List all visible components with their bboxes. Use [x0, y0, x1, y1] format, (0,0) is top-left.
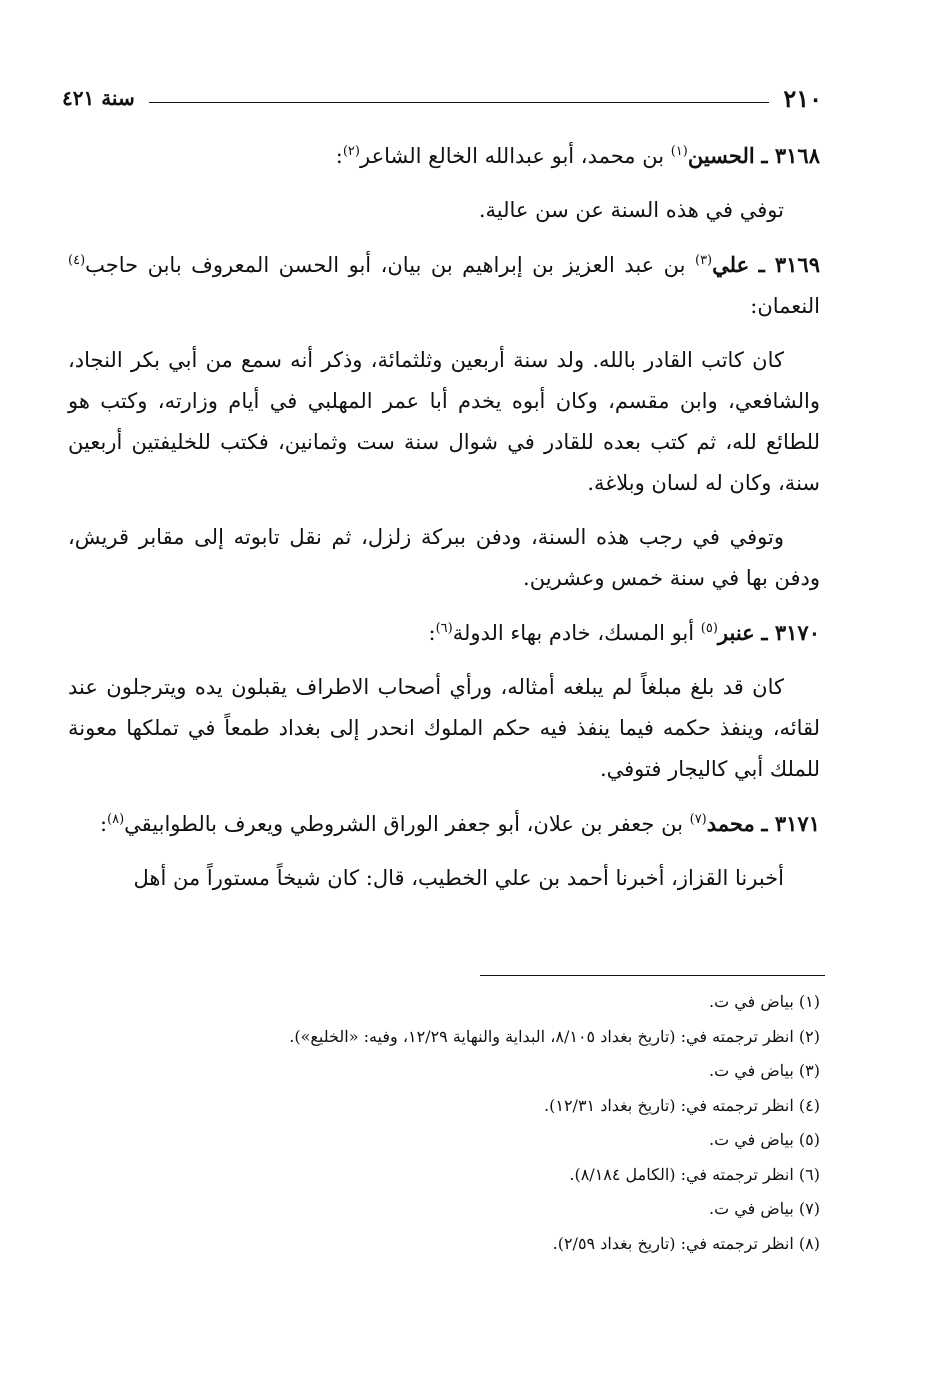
footnote: (٦) انظر ترجمته في: (الكامل ٨/١٨٤).: [569, 1164, 820, 1184]
footnote: (٢) انظر ترجمته في: (تاريخ بغداد ٨/١٠٥، البداية والنهاية ١٢/٢٩، وفيه: «الخليع»).: [289, 1026, 820, 1046]
footnote-ref[interactable]: (٤): [68, 253, 86, 268]
header-rule: [149, 102, 770, 103]
entry-tail: النعمان:: [750, 294, 820, 318]
year-label: سنة ٤٢١: [62, 86, 135, 110]
footnote-ref[interactable]: (٢): [342, 144, 360, 159]
entry-number: ٣١٧٠ ـ: [761, 620, 820, 645]
footnote-ref[interactable]: (١): [670, 144, 688, 159]
entry-heading: [68, 803, 820, 845]
entry-tail: :: [99, 812, 108, 836]
entry-rest: بن محمد، أبو عبدالله الخالع الشاعر: [359, 144, 671, 168]
entry-rest: أبو المسك، خادم بهاء الدولة: [452, 621, 701, 645]
running-header: [62, 78, 822, 118]
main-text: [68, 135, 820, 912]
footnote-separator: [480, 975, 825, 976]
footnote: (٨) انظر ترجمته في: (تاريخ بغداد ٢/٥٩).: [552, 1233, 820, 1253]
footnote: (٧) بياض في ت.: [709, 1199, 820, 1218]
entry-tail: :: [428, 621, 436, 645]
entry-paragraph: وتوفي في رجب هذه السنة، ودفن ببركة زلزل، ثم نقل تابوته إلى مقابر قريش، ودفن بها في سنة خمس وعشرين.: [68, 525, 820, 590]
entry-heading: [68, 244, 820, 327]
entry-paragraph: كان قد بلغ مبلغاً لم يبلغه أمثاله، ورأي أصحاب الاطراف يقبلون يده ويترجلون عند لقائه، وينفذ حكمه فيما ينفذ فيه حكم الملوك انحدر إلى بغداد طمعاً في تملكها معونة للملك أبي كاليجار فتوفي.: [68, 675, 820, 781]
footnote-ref[interactable]: (٥): [700, 621, 718, 636]
page-number: ٢١٠: [783, 83, 822, 113]
entry-rest: بن جعفر بن علان، أبو جعفر الوراق الشروطي ويعرف بالطوابيقي: [124, 812, 690, 836]
footnote: (١) بياض في ت.: [709, 992, 820, 1011]
entry-tail: :: [335, 144, 343, 168]
footnote: (٥) بياض في ت.: [709, 1130, 820, 1149]
entry-name: محمد: [706, 811, 755, 836]
entry-paragraph: توفي في هذه السنة عن سن عالية.: [478, 198, 784, 222]
footnote: (٤) انظر ترجمته في: (تاريخ بغداد ١٢/٣١).: [544, 1095, 820, 1115]
entry-name: الحسين: [687, 143, 755, 168]
entry-number: ٣١٧١ ـ: [761, 811, 820, 836]
entry-name: عنبر: [717, 620, 755, 645]
entry-paragraph: كان كاتب القادر بالله. ولد سنة أربعين وثلثمائة، وذكر أنه سمع من أبي بكر النجاد، والشافعي، وابن مقسم، وكان أبوه يخدم أبا عمر المهلبي في أيام وزارته، وكتب هو للطائع لله، ثم كتب بعده للقادر في شوال سنة ست وثمانين، فكتب للخليفتين أربعين سنة، وكان له لسان وبلاغة.: [68, 348, 820, 495]
footnote-ref[interactable]: (٧): [689, 812, 707, 827]
entry-number: ٣١٦٨ ـ: [761, 143, 820, 168]
entry-heading: [68, 135, 820, 177]
footnote-ref[interactable]: (٣): [694, 253, 713, 268]
entry-name: علي: [712, 252, 750, 277]
entry-paragraph: أخبرنا القزاز، أخبرنا أحمد بن علي الخطيب، قال: كان شيخاً مستوراً من أهل: [133, 866, 784, 890]
footnote-ref[interactable]: (٦): [435, 621, 453, 636]
entry-number: ٣١٦٩ ـ: [758, 252, 820, 277]
entry-heading: [68, 612, 820, 654]
entry-rest: بن عبد العزيز بن إبراهيم بن بيان، أبو الحسن المعروف بابن حاجب: [85, 253, 695, 277]
footnote-ref[interactable]: (٨): [107, 812, 125, 827]
footnotes: [68, 985, 820, 1261]
footnote: (٣) بياض في ت.: [709, 1061, 820, 1080]
